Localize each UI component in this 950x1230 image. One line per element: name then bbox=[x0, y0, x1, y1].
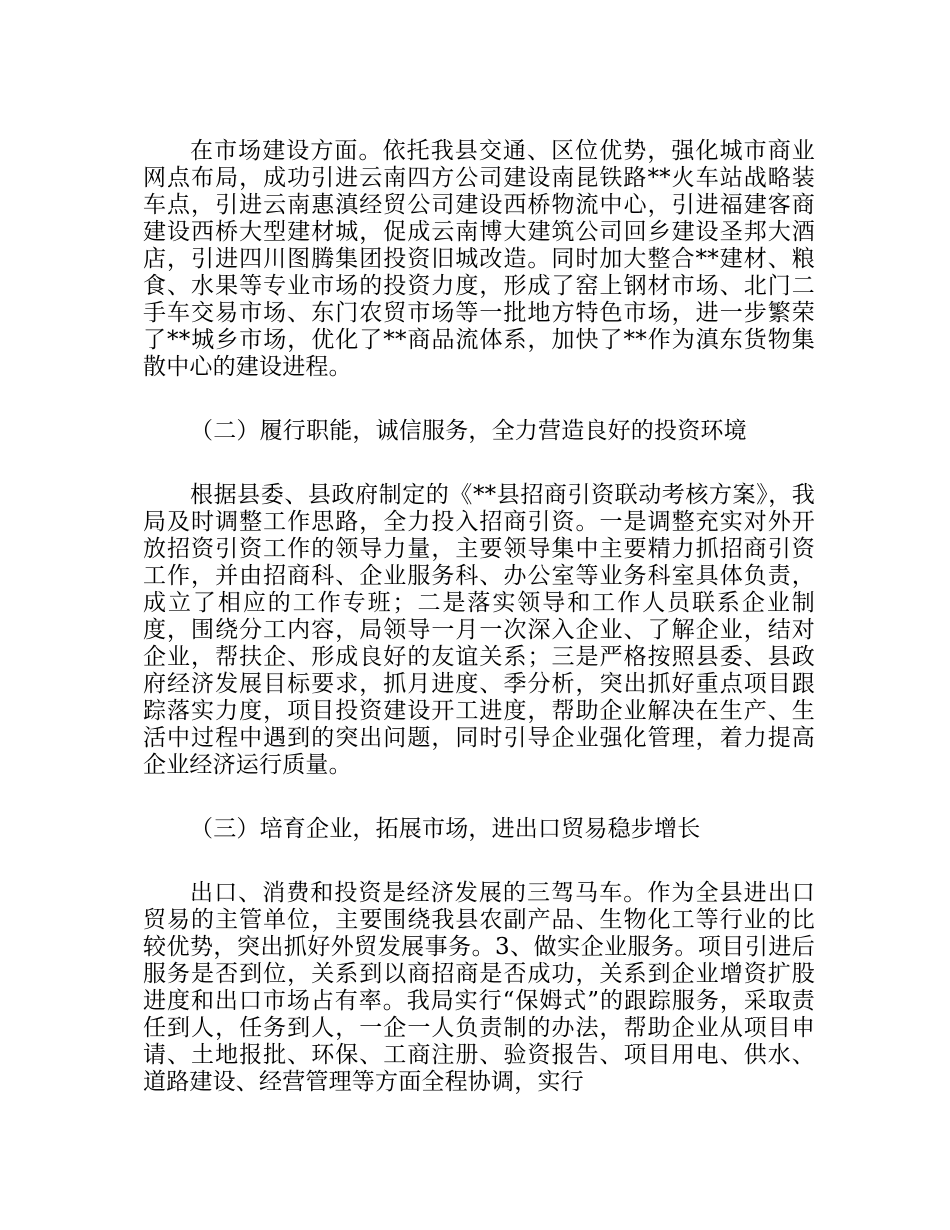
paragraph-spacer bbox=[143, 381, 815, 418]
paragraph-investment-environment: 根据县委、县政府制定的《**县招商引资联动考核方案》，我局及时调整工作思路，全力投入招商引资。一是调整充实对外开放招资引资工作的领导力量，主要领导集中主要精力抓招商引资工作，并由招商科、企业服务科、办公室等业务科室具体负责，成立了相应的工作专班；二是落实领导和工作人员联系企业制度，围绕分工内容，局领导一月一次深入企业、了解企业，结对企业，帮扶企、形成良好的友谊关系；三是严格按照县委、县政府经济发展目标要求，抓月进度、季分析，突出抓好重点项目跟踪落实力度，项目投资建设开工进度，帮助企业解决在生产、生活中过程中遇到的突出问题，同时引导企业强化管理，着力提高企业经济运行质量。 bbox=[143, 482, 815, 778]
section-heading-2: （二）履行职能，诚信服务，全力营造良好的投资环境 bbox=[190, 418, 747, 444]
paragraph-market-construction: 在市场建设方面。依托我县交通、区位优势，强化城市商业网点布局，成功引进云南四方公司建设南昆铁路**火车站战略装车点，引进云南惠滇经贸公司建设西桥物流中心，引进福建客商建设西桥大型建材城，促成云南博大建筑公司回乡建设圣邦大酒店，引进四川图腾集团投资旧城改造。同时加大整合**建材、粮食、水果等专业市场的投资力度，形成了窑上钢材市场、北门二手车交易市场、东门农贸市场等一批地方特色市场，进一步繁荣了**城乡市场，优化了**商品流体系，加快了**作为滇东货物集散中心的建设进程。 bbox=[143, 138, 815, 380]
paragraph-import-export: 出口、消费和投资是经济发展的三驾马车。作为全县进出口贸易的主管单位，主要围绕我县农副产品、生物化工等行业的比较优势，突出抓好外贸发展事务。3、做实企业服务。项目引进后服务是否到位，关系到以商招商是否成功，关系到企业增资扩股进度和出口市场占有率。我局实行“保姆式”的跟踪服务，采取责任到人，任务到人，一企一人负责制的办法，帮助企业从项目申请、土地报批、环保、工商注册、验资报告、项目用电、供水、道路建设、经营管理等方面全程协调，实行 bbox=[143, 880, 815, 1095]
section-heading-3: （三）培育企业，拓展市场，进出口贸易稳步增长 bbox=[190, 816, 701, 842]
paragraph-spacer bbox=[143, 445, 815, 482]
paragraph-spacer bbox=[143, 843, 815, 880]
paragraph-spacer bbox=[143, 779, 815, 816]
document-page bbox=[143, 138, 815, 1096]
